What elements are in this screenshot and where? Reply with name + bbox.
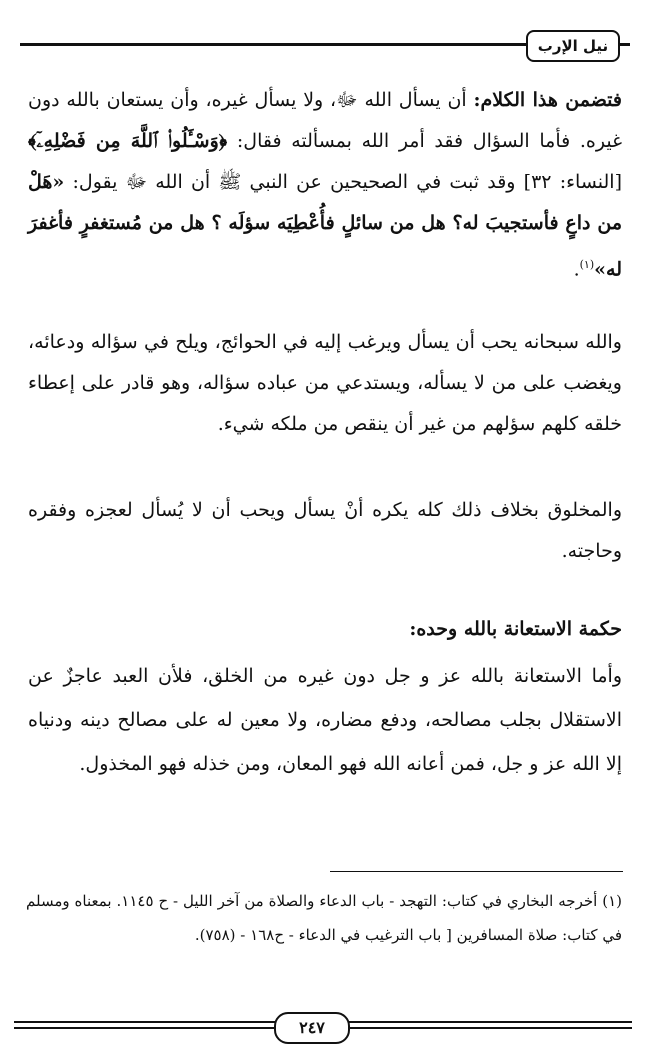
paragraph-creation-dislikes-asking: والمخلوق بخلاف ذلك كله يكره أنْ يسأل ويحب أن لا يُسأل لعجزه وفقره وحاجته. (28, 499, 622, 562)
page-number: ٢٤٧ (274, 1012, 350, 1044)
paragraph-main-topic (28, 80, 622, 290)
paragraph-text: [النساء: ٣٢] وقد ثبت في الصحيحين عن النبي ﷺ أن الله ﷻ يقول: (64, 171, 622, 193)
paragraph-lead: فتضمن هذا الكلام: (473, 89, 622, 111)
paragraph-end: . (573, 258, 580, 281)
header-rule (20, 43, 536, 46)
section-paragraph: وأما الاستعانة بالله عز و جل دون غيره من الخلق، فلأن العبد عاجزٌ عن الاستقلال بجلب مصالحه، ودفع مضاره، ولا معين له على مصالح دينه ودنياه إلا الله عز و جل، فمن أعانه الله فهو المعان، ومن خذله فهو المخذول. (28, 665, 622, 775)
paragraph-allah-loves-asking: والله سبحانه يحب أن يسأل ويرغب إليه في الحوائج، ويلح في سؤاله ودعائه، ويغضب على من لا يسأله، ويستدعي من عباده سؤاله، وهو قادر على إعطاء خلقه كلهم سؤلهم من غير أن ينقص من ملكه شيء. (28, 331, 622, 435)
footnote-separator (330, 871, 623, 872)
footnote: (١) أخرجه البخاري في كتاب: التهجد - باب الدعاء والصلاة من آخر الليل - ح ١١٤٥. بمعناه ومسلم في كتاب: صلاة المسافرين [ باب الترغيب في الدعاء - ح١٦٨ - (٧٥٨). (26, 892, 623, 944)
hadith-quote: «هَلْ من داعٍ فأستجيبَ له؟ هل من سائلٍ فأُعْطِيَه سؤلَه ؟ هل من مُستغفرٍ فأغفرَ له» (28, 171, 622, 281)
paragraph-text: أن يسأل الله ﷻ، ولا يسأل غيره، وأن يستعان بالله دون غيره. فأما السؤال فقد أمر الله بمسألته فقال: (28, 89, 623, 152)
footnote-marker: (١) (579, 258, 595, 271)
running-header-title: نيل الإرب (526, 30, 620, 62)
header-rule-tail (620, 43, 630, 46)
quran-verse: ﴿وَسْـَٔلُوا۟ ٱللَّهَ مِن فَضْلِهِۦٓ﴾ (28, 130, 228, 152)
section-heading: حكمة الاستعانة بالله وحده: (409, 618, 622, 640)
